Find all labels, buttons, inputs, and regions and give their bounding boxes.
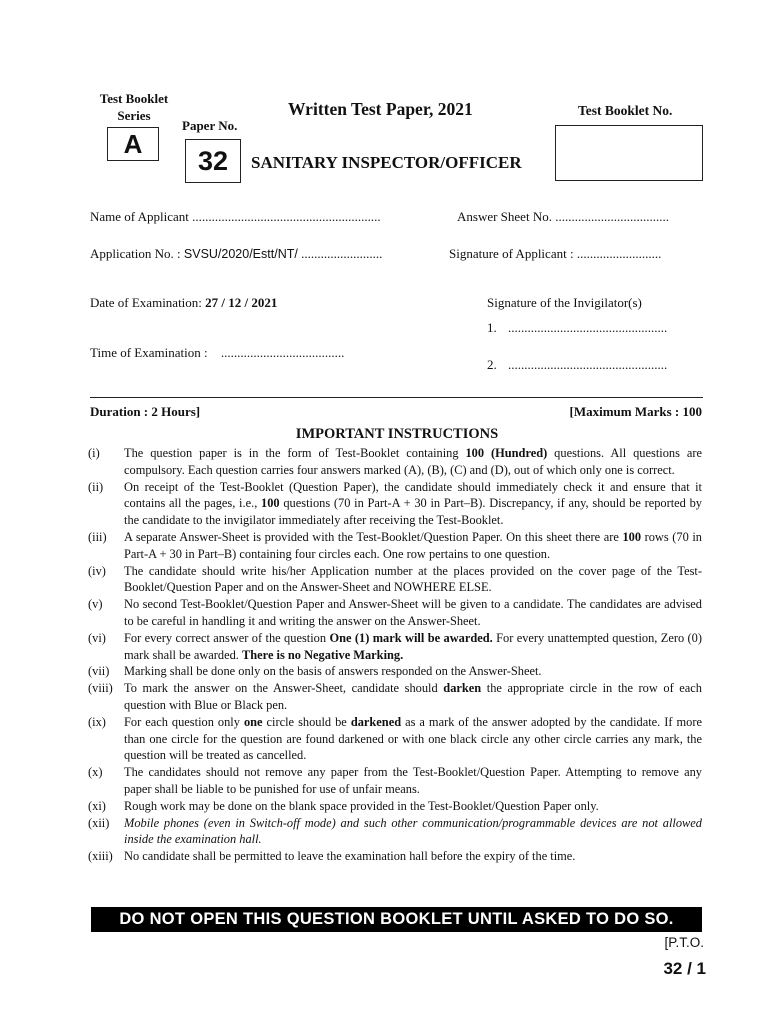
answer-sheet-label: Answer Sheet No. (457, 209, 552, 224)
instruction-text: Mobile phones (even in Switch-off mode) and such other communication/programmable devices are not allowed inside the examination hall. (124, 815, 702, 847)
signature-applicant-dots: .......................... (576, 246, 662, 261)
series-box: A (107, 127, 159, 161)
instruction-text: A separate Answer-Sheet is provided with the Test-Booklet/Question Paper. On this sheet there are 100 rows (70 in Part-A + 30 in Part–B) containing four circles each. One row pertains to one question. (124, 529, 702, 561)
instruction-item (88, 848, 702, 865)
maximum-marks: [Maximum Marks : 100 (569, 404, 702, 419)
application-no-field[interactable] (90, 246, 382, 262)
name-dots: .......................................................... (192, 209, 381, 224)
duration: Duration : 2 Hours] (90, 404, 201, 419)
instruction-text: Rough work may be done on the blank space provided in the Test-Booklet/Question Paper only. (124, 798, 599, 813)
instruction-number: (vi) (88, 630, 106, 645)
date-label: Date of Examination: (90, 295, 202, 310)
application-label: Application No. : (90, 246, 181, 261)
invigilator-1-num: 1. (487, 320, 497, 335)
instruction-text: Marking shall be done only on the basis of answers responded on the Answer-Sheet. (124, 664, 542, 679)
answer-sheet-dots: ................................... (555, 209, 669, 224)
instruction-text: No candidate shall be permitted to leave the examination hall before the expiry of the time. (124, 849, 576, 864)
instruction-item (88, 529, 702, 563)
date-of-examination-field (90, 295, 277, 311)
instruction-text: On receipt of the Test-Booklet (Question Paper), the candidate should immediately check it and ensure that it contains all the pages, i.e., 100 questions (70 in Part-A + 30 in Part–B). Discrepancy, if any, should be reported by the candidate to the invigilator immediately after receiving the Test-Booklet. (124, 479, 702, 528)
answer-sheet-no-field[interactable] (457, 209, 669, 225)
booklet-no-label: Test Booklet No. (578, 103, 673, 118)
series-label-line2: Series (117, 108, 151, 123)
paper-no-label: Paper No. (182, 118, 238, 133)
instruction-text: For every correct answer of the question One (1) mark will be awarded. For every unattempted question, Zero (0) mark shall be awarded. There is no Negative Marking. (124, 630, 703, 662)
invigilator-2-num: 2. (487, 357, 497, 372)
instruction-number: (iv) (88, 563, 106, 578)
instruction-text: The question paper is in the form of Test-Booklet containing 100 (Hundred) questions. All questions are compulsory. Each question carries four answers marked (A), (B), (C) and (D), out of which only one is correct. (124, 446, 702, 477)
instruction-number: (ix) (88, 714, 106, 729)
instruction-text: For each question only one circle should be darkened as a mark of the answer adopted by the candidate. If more than one circle for the question are found darkened or with one black circle any other circle carries any mark, the question will be treated as cancelled. (124, 714, 702, 763)
instruction-item (88, 815, 702, 849)
paper-no-box: 32 (185, 139, 241, 183)
instruction-text: The candidates should not remove any paper from the Test-Booklet/Question Paper. Attempting to remove any paper shall be liable to be punished for use of unfair means. (124, 765, 702, 796)
signature-of-applicant-field[interactable] (449, 246, 661, 262)
instructions-list (88, 445, 702, 865)
instruction-item (88, 563, 702, 597)
instruction-number: (xi) (88, 798, 106, 813)
instruction-item (88, 596, 702, 630)
instruction-item (88, 680, 702, 714)
invigilator-1-dots: ................................................. (508, 320, 668, 335)
time-of-examination-field[interactable] (90, 345, 344, 361)
instruction-text: The candidate should write his/her Application number at the places provided on the cover page of the Test-Booklet/Question Paper and on the Answer-Sheet and NOWHERE ELSE. (124, 563, 702, 595)
invigilator-label: Signature of the Invigilator(s) (487, 295, 642, 310)
instruction-number: (i) (88, 446, 100, 460)
instruction-text: To mark the answer on the Answer-Sheet, candidate should darken the appropriate circle in the row of each question with Blue or Black pen. (124, 681, 703, 712)
time-label: Time of Examination : (90, 345, 208, 360)
subject-title: SANITARY INSPECTOR/OFFICER (251, 153, 522, 172)
instruction-item (88, 445, 702, 479)
instruction-item (88, 764, 702, 798)
instruction-number: (iii) (88, 529, 107, 544)
instruction-number: (v) (88, 597, 103, 612)
application-value: SVSU/2020/Estt/NT/ (183, 247, 298, 261)
instruction-item (88, 798, 702, 815)
instruction-number: (viii) (88, 681, 113, 696)
invigilator-signature-1[interactable] (487, 320, 667, 336)
instruction-item (88, 714, 702, 764)
instruction-number: (xii) (88, 815, 110, 830)
instruction-item (88, 630, 702, 664)
instruction-number: (ii) (88, 479, 104, 494)
booklet-no-box[interactable] (555, 125, 703, 181)
name-label: Name of Applicant (90, 209, 189, 224)
instruction-number: (x) (88, 765, 103, 780)
invigilator-2-dots: ................................................. (508, 357, 668, 372)
invigilator-signature-2[interactable] (487, 357, 667, 373)
application-dots: ......................... (301, 246, 383, 261)
instruction-text: No second Test-Booklet/Question Paper and Answer-Sheet will be given to a candidate. The candidates are advised to be careful in handling it and writing the answer on the Answer-Sheet. (124, 597, 702, 628)
series-label (88, 90, 180, 124)
divider-rule (90, 397, 703, 398)
instructions-heading: IMPORTANT INSTRUCTIONS (295, 426, 499, 442)
name-of-applicant-field[interactable] (90, 209, 381, 225)
date-value: 27 / 12 / 2021 (205, 295, 278, 310)
signature-applicant-label: Signature of Applicant : (449, 246, 574, 261)
page-number: 32 / 1 (663, 959, 706, 978)
do-not-open-banner: DO NOT OPEN THIS QUESTION BOOKLET UNTIL ASKED TO DO SO. (91, 907, 702, 932)
instruction-number: (vii) (88, 664, 110, 679)
paper-title: Written Test Paper, 2021 (288, 99, 473, 119)
series-label-line1: Test Booklet (99, 91, 169, 106)
instruction-number: (xiii) (88, 849, 113, 864)
time-dots: ...................................... (220, 345, 345, 360)
instruction-item (88, 479, 702, 529)
instruction-item (88, 663, 702, 680)
pto-label: [P.T.O. (664, 935, 704, 950)
